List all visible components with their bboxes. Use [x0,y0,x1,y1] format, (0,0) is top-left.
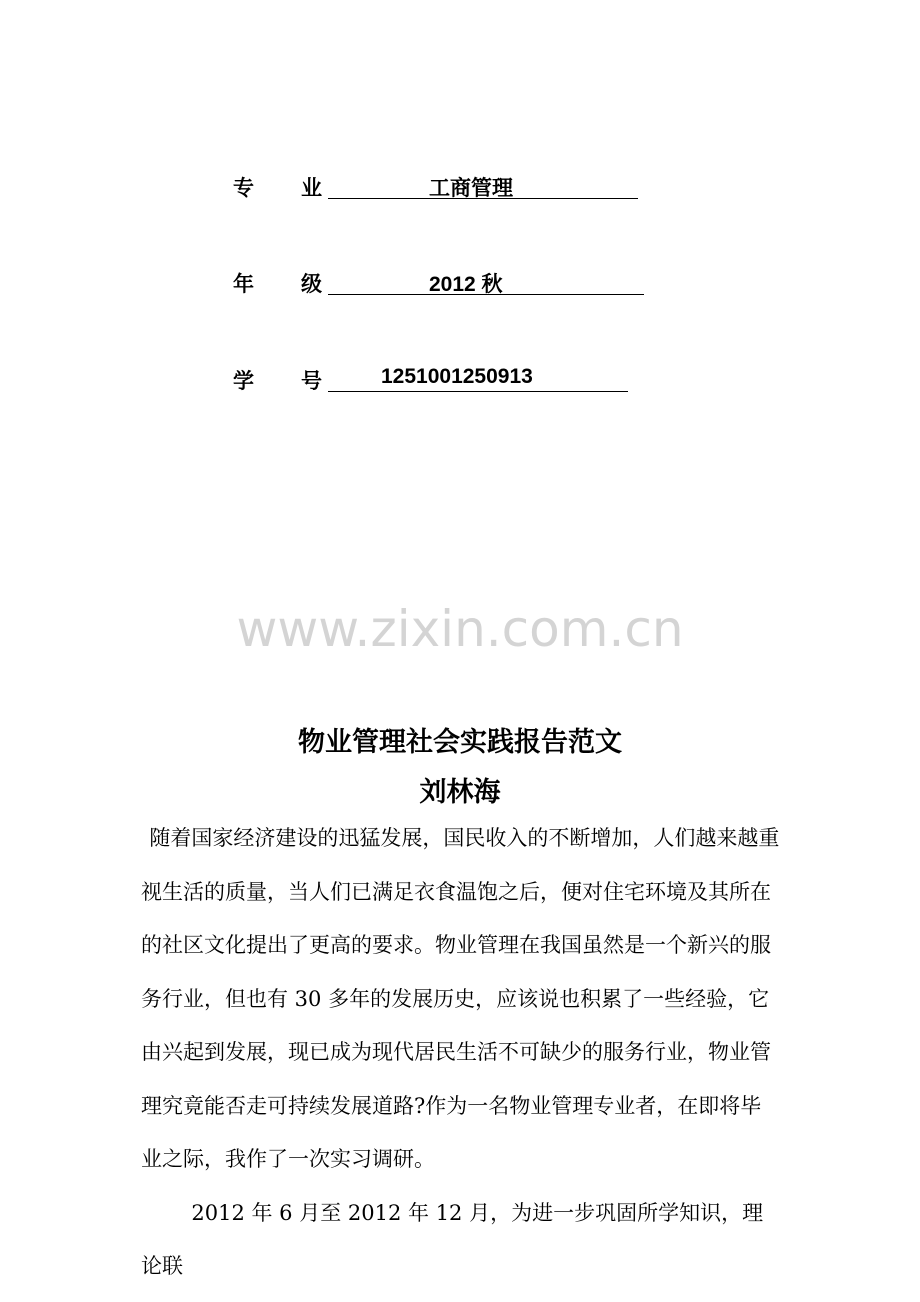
paragraph: 2012 年 6 月至 2012 年 12 月，为进一步巩固所学知识，理论联 [141,1200,764,1278]
watermark: www.zixin.com.cn [236,600,684,658]
author-name: 刘林海 [419,777,501,808]
student-id-value: 1251001250913 [381,365,533,388]
grade-label: 年 级 [233,273,322,296]
student-id-label: 学 号 [233,370,322,393]
grade-field [233,268,648,298]
grade-value: 2012 秋 [429,273,503,296]
major-label: 专 业 [233,177,322,200]
paragraph: 随着国家经济建设的迅猛发展，国民收入的不断增加，人们越来越重视生活的质量，当人们已满足衣食温饱之后，便对住宅环境及其所在的社区文化提出了更高的要求。物业管理在我国虽然是一个新兴的服务行业，但也有 30 多年的发展历史，应该说也积累了一些经验，它由兴起到发展，现已成为现代居民生活不可缺少的服务行业，物业管理究竟能否走可持续发展道路?作为一名物业管理专业者，在即将毕业之际，我作了一次实习调研。 [141,826,780,1171]
student-id-field [233,365,633,395]
major-field [233,172,643,202]
document-title: 物业管理社会实践报告范文 [298,727,622,758]
body-text [141,812,781,1294]
major-value: 工商管理 [429,177,513,200]
